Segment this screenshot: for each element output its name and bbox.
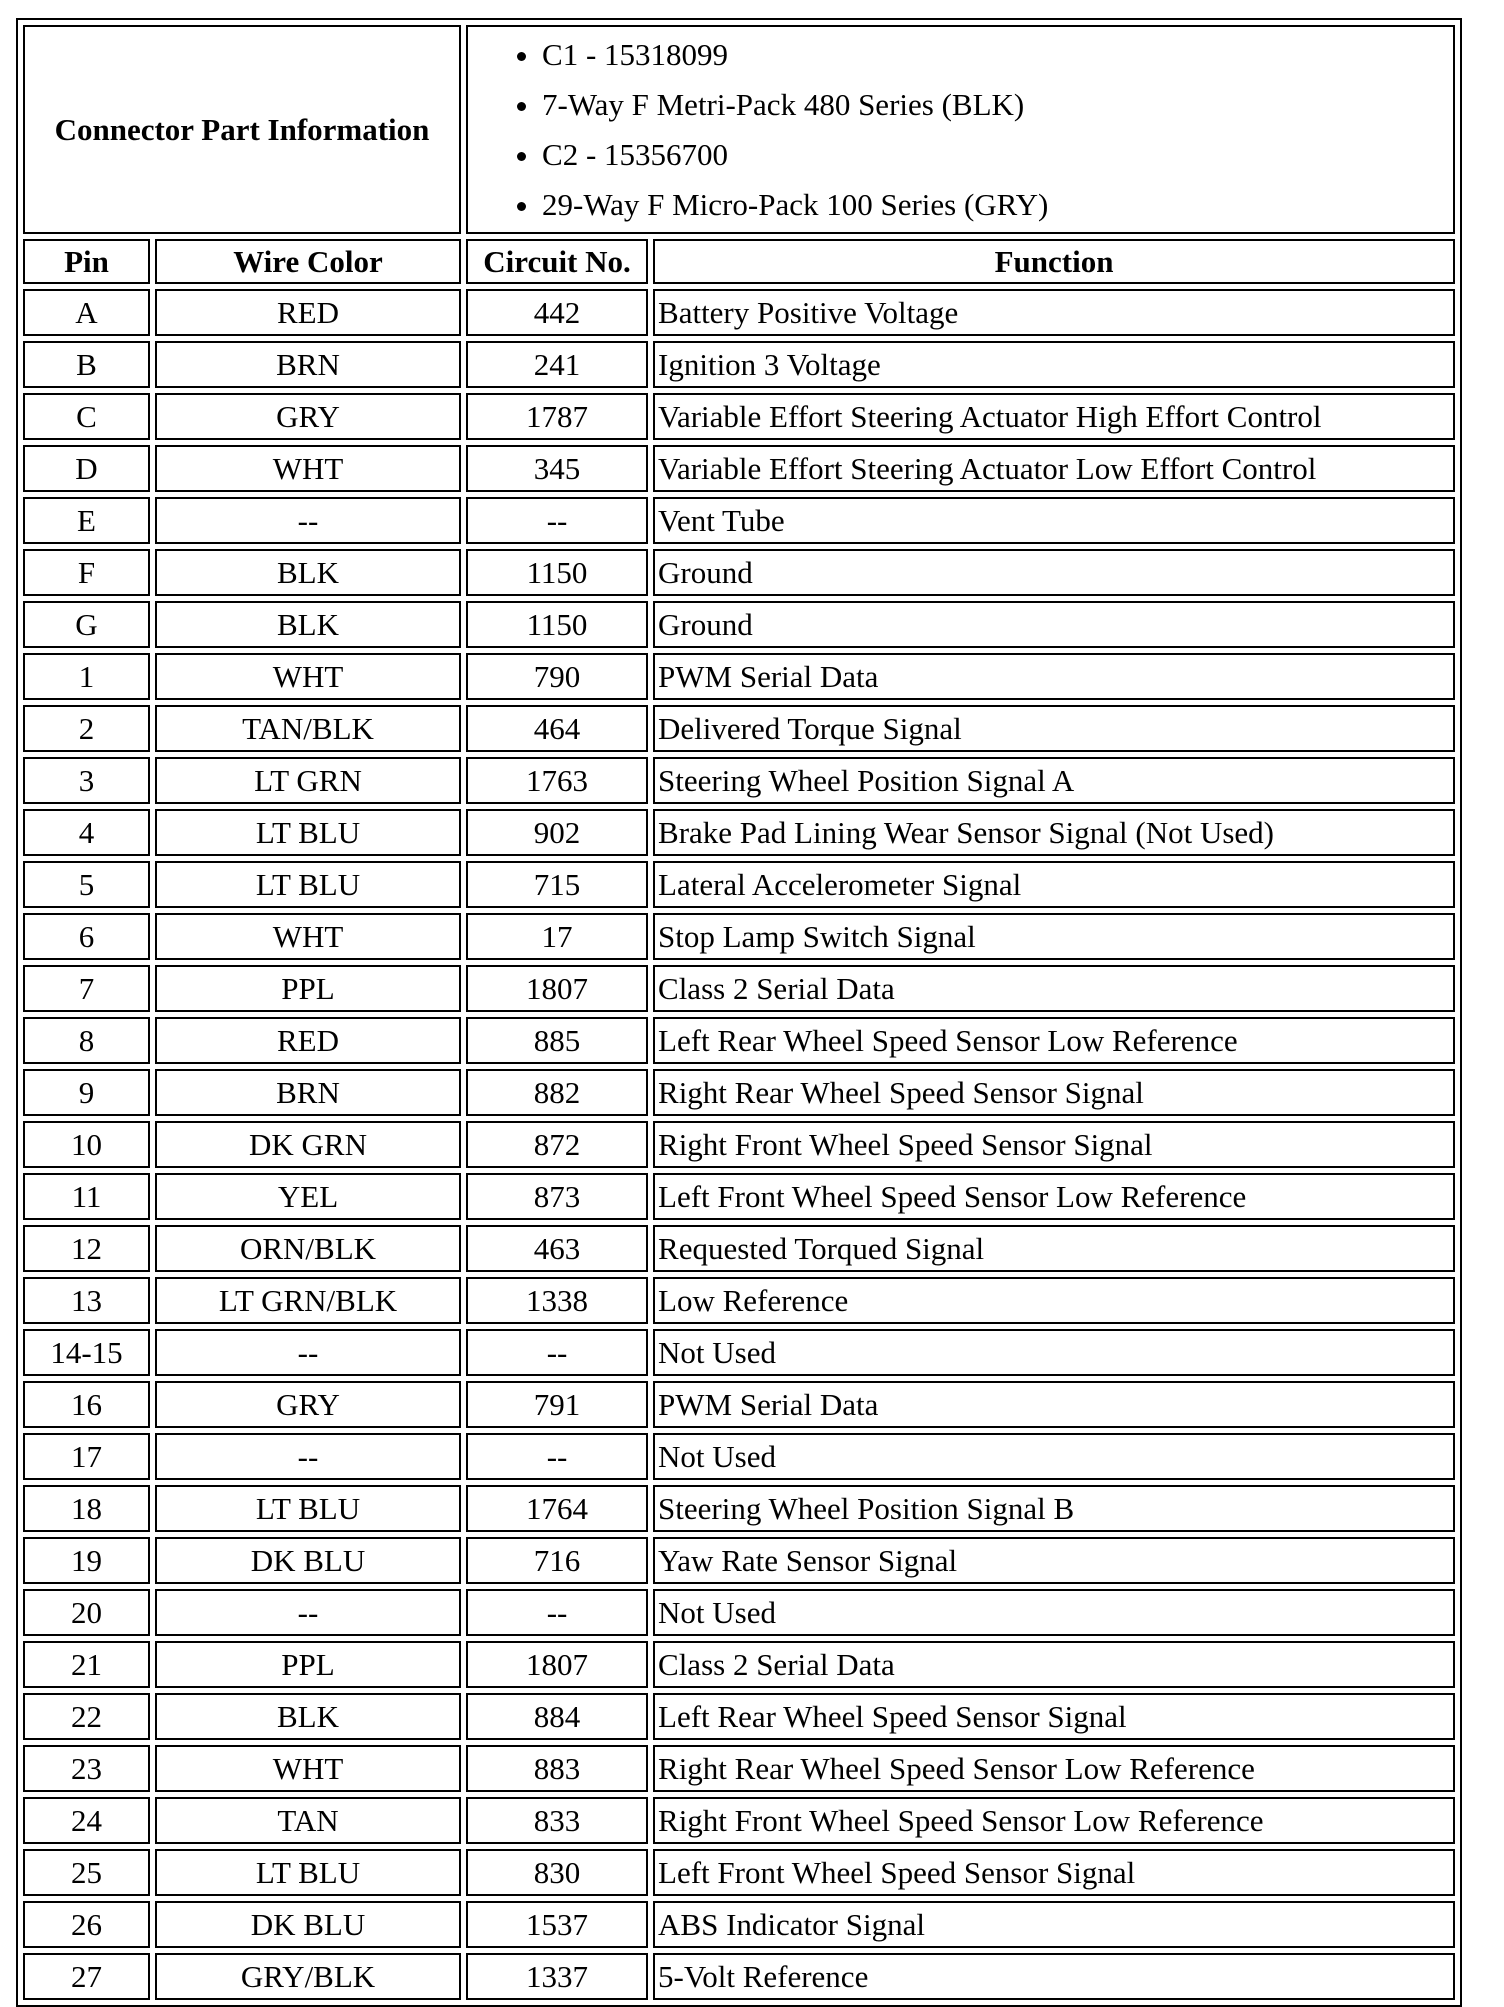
function-cell: Not Used [653, 1433, 1455, 1480]
wire-color-cell: BLK [155, 1693, 461, 1740]
wire-color-cell: RED [155, 289, 461, 336]
circuit-cell: 1337 [466, 1953, 648, 2000]
circuit-cell: -- [466, 497, 648, 544]
pin-cell: 1 [23, 653, 150, 700]
table-row [23, 341, 1455, 388]
pin-cell: 24 [23, 1797, 150, 1844]
connector-info-item: • C2 - 15356700 [542, 130, 1453, 180]
connector-info-label: Connector Part Information [23, 25, 461, 234]
wire-color-cell: -- [155, 497, 461, 544]
wire-color-cell: WHT [155, 653, 461, 700]
circuit-cell: 345 [466, 445, 648, 492]
wire-color-cell: GRY/BLK [155, 1953, 461, 2000]
circuit-cell: -- [466, 1433, 648, 1480]
circuit-cell: 241 [466, 341, 648, 388]
table-row [23, 965, 1455, 1012]
circuit-cell: 791 [466, 1381, 648, 1428]
function-cell: PWM Serial Data [653, 653, 1455, 700]
circuit-cell: 1150 [466, 549, 648, 596]
function-cell: Left Front Wheel Speed Sensor Signal [653, 1849, 1455, 1896]
table-row [23, 705, 1455, 752]
circuit-cell: 833 [466, 1797, 648, 1844]
function-cell: Variable Effort Steering Actuator Low Effort Control [653, 445, 1455, 492]
connector-document [16, 18, 1462, 2007]
function-cell: Stop Lamp Switch Signal [653, 913, 1455, 960]
table-row [23, 1797, 1455, 1844]
table-row [23, 1173, 1455, 1220]
circuit-cell: 464 [466, 705, 648, 752]
table-row [23, 757, 1455, 804]
wire-color-cell: LT BLU [155, 1485, 461, 1532]
circuit-cell: 1537 [466, 1901, 648, 1948]
pin-cell: F [23, 549, 150, 596]
circuit-cell: -- [466, 1589, 648, 1636]
table-row [23, 1381, 1455, 1428]
pin-cell: 19 [23, 1537, 150, 1584]
circuit-cell: 873 [466, 1173, 648, 1220]
table-row [23, 1277, 1455, 1324]
function-cell: Ground [653, 601, 1455, 648]
function-cell: Class 2 Serial Data [653, 965, 1455, 1012]
pin-cell: 23 [23, 1745, 150, 1792]
table-row [23, 861, 1455, 908]
pin-cell: 25 [23, 1849, 150, 1896]
wire-color-cell: WHT [155, 913, 461, 960]
function-cell: Brake Pad Lining Wear Sensor Signal (Not Used) [653, 809, 1455, 856]
circuit-cell: 885 [466, 1017, 648, 1064]
pin-cell: 9 [23, 1069, 150, 1116]
pin-cell: 8 [23, 1017, 150, 1064]
function-cell: Requested Torqued Signal [653, 1225, 1455, 1272]
wire-color-cell: LT BLU [155, 1849, 461, 1896]
function-cell: Right Rear Wheel Speed Sensor Low Reference [653, 1745, 1455, 1792]
pin-cell: 26 [23, 1901, 150, 1948]
table-row [23, 601, 1455, 648]
function-cell: Battery Positive Voltage [653, 289, 1455, 336]
pin-cell: 7 [23, 965, 150, 1012]
table-row [23, 1745, 1455, 1792]
pin-cell: D [23, 445, 150, 492]
function-cell: Left Rear Wheel Speed Sensor Low Reference [653, 1017, 1455, 1064]
pin-cell: 17 [23, 1433, 150, 1480]
header-circuit: Circuit No. [466, 239, 648, 284]
pin-cell: 11 [23, 1173, 150, 1220]
wire-color-cell: BLK [155, 549, 461, 596]
table-row [23, 1017, 1455, 1064]
circuit-cell: 715 [466, 861, 648, 908]
circuit-cell: 883 [466, 1745, 648, 1792]
pin-cell: 14-15 [23, 1329, 150, 1376]
table-row [23, 653, 1455, 700]
function-cell: Yaw Rate Sensor Signal [653, 1537, 1455, 1584]
pin-cell: 3 [23, 757, 150, 804]
table-row [23, 445, 1455, 492]
function-cell: Not Used [653, 1589, 1455, 1636]
circuit-cell: 830 [466, 1849, 648, 1896]
pin-cell: B [23, 341, 150, 388]
pin-cell: 16 [23, 1381, 150, 1428]
wire-color-cell: GRY [155, 1381, 461, 1428]
wire-color-cell: RED [155, 1017, 461, 1064]
function-cell: Ignition 3 Voltage [653, 341, 1455, 388]
table-row [23, 1069, 1455, 1116]
table-row [23, 393, 1455, 440]
connector-info-row [23, 25, 1455, 234]
wire-color-cell: DK BLU [155, 1901, 461, 1948]
wire-color-cell: -- [155, 1433, 461, 1480]
connector-info-item: • 7-Way F Metri-Pack 480 Series (BLK) [542, 80, 1453, 130]
pin-cell: 2 [23, 705, 150, 752]
wire-color-cell: DK GRN [155, 1121, 461, 1168]
function-cell: 5-Volt Reference [653, 1953, 1455, 2000]
table-row [23, 1485, 1455, 1532]
wire-color-cell: WHT [155, 1745, 461, 1792]
wire-color-cell: BLK [155, 601, 461, 648]
connector-info-item: • C1 - 15318099 [542, 30, 1453, 80]
function-cell: Steering Wheel Position Signal B [653, 1485, 1455, 1532]
circuit-cell: 1807 [466, 965, 648, 1012]
table-row [23, 1901, 1455, 1948]
wire-color-cell: LT BLU [155, 861, 461, 908]
function-cell: Right Front Wheel Speed Sensor Low Reference [653, 1797, 1455, 1844]
wire-color-cell: TAN/BLK [155, 705, 461, 752]
pin-cell: G [23, 601, 150, 648]
table-row [23, 1589, 1455, 1636]
table-row [23, 549, 1455, 596]
pin-cell: E [23, 497, 150, 544]
wire-color-cell: -- [155, 1329, 461, 1376]
circuit-cell: 790 [466, 653, 648, 700]
table-row [23, 1329, 1455, 1376]
circuit-cell: 1787 [466, 393, 648, 440]
function-cell: Left Front Wheel Speed Sensor Low Reference [653, 1173, 1455, 1220]
wire-color-cell: LT GRN/BLK [155, 1277, 461, 1324]
function-cell: Class 2 Serial Data [653, 1641, 1455, 1688]
circuit-cell: 1764 [466, 1485, 648, 1532]
header-function: Function [653, 239, 1455, 284]
function-cell: Low Reference [653, 1277, 1455, 1324]
wire-color-cell: LT BLU [155, 809, 461, 856]
pin-table [16, 18, 1462, 2007]
circuit-cell: 902 [466, 809, 648, 856]
wire-color-cell: GRY [155, 393, 461, 440]
function-cell: Right Front Wheel Speed Sensor Signal [653, 1121, 1455, 1168]
circuit-cell: 1338 [466, 1277, 648, 1324]
pin-cell: 4 [23, 809, 150, 856]
connector-info-item: • 29-Way F Micro-Pack 100 Series (GRY) [542, 180, 1453, 230]
table-row [23, 1849, 1455, 1896]
pin-cell: 21 [23, 1641, 150, 1688]
wire-color-cell: LT GRN [155, 757, 461, 804]
function-cell: Right Rear Wheel Speed Sensor Signal [653, 1069, 1455, 1116]
wire-color-cell: PPL [155, 965, 461, 1012]
pin-cell: 12 [23, 1225, 150, 1272]
circuit-cell: 463 [466, 1225, 648, 1272]
wire-color-cell: BRN [155, 341, 461, 388]
circuit-cell: 884 [466, 1693, 648, 1740]
circuit-cell: 872 [466, 1121, 648, 1168]
pin-cell: 5 [23, 861, 150, 908]
header-pin: Pin [23, 239, 150, 284]
function-cell: Not Used [653, 1329, 1455, 1376]
circuit-cell: 1150 [466, 601, 648, 648]
pin-cell: 18 [23, 1485, 150, 1532]
table-row [23, 497, 1455, 544]
header-wire-color: Wire Color [155, 239, 461, 284]
function-cell: ABS Indicator Signal [653, 1901, 1455, 1948]
function-cell: Vent Tube [653, 497, 1455, 544]
function-cell: PWM Serial Data [653, 1381, 1455, 1428]
circuit-cell: 716 [466, 1537, 648, 1584]
pin-cell: 27 [23, 1953, 150, 2000]
wire-color-cell: YEL [155, 1173, 461, 1220]
wire-color-cell: BRN [155, 1069, 461, 1116]
table-row [23, 1693, 1455, 1740]
pin-cell: 20 [23, 1589, 150, 1636]
connector-info-list [466, 25, 1455, 234]
circuit-cell: 1763 [466, 757, 648, 804]
pin-cell: 10 [23, 1121, 150, 1168]
circuit-cell: 1807 [466, 1641, 648, 1688]
circuit-cell: 442 [466, 289, 648, 336]
wire-color-cell: ORN/BLK [155, 1225, 461, 1272]
wire-color-cell: DK BLU [155, 1537, 461, 1584]
wire-color-cell: WHT [155, 445, 461, 492]
pin-cell: A [23, 289, 150, 336]
table-row [23, 1953, 1455, 2000]
pin-cell: 13 [23, 1277, 150, 1324]
circuit-cell: -- [466, 1329, 648, 1376]
wire-color-cell: -- [155, 1589, 461, 1636]
circuit-cell: 17 [466, 913, 648, 960]
circuit-cell: 882 [466, 1069, 648, 1116]
table-row [23, 1121, 1455, 1168]
pin-cell: 6 [23, 913, 150, 960]
function-cell: Delivered Torque Signal [653, 705, 1455, 752]
wire-color-cell: PPL [155, 1641, 461, 1688]
table-row [23, 913, 1455, 960]
table-row [23, 289, 1455, 336]
function-cell: Ground [653, 549, 1455, 596]
table-row [23, 809, 1455, 856]
table-row [23, 1225, 1455, 1272]
function-cell: Left Rear Wheel Speed Sensor Signal [653, 1693, 1455, 1740]
wire-color-cell: TAN [155, 1797, 461, 1844]
pin-cell: 22 [23, 1693, 150, 1740]
table-row [23, 1537, 1455, 1584]
header-row [23, 239, 1455, 284]
table-row [23, 1433, 1455, 1480]
function-cell: Lateral Accelerometer Signal [653, 861, 1455, 908]
table-row [23, 1641, 1455, 1688]
pin-cell: C [23, 393, 150, 440]
function-cell: Variable Effort Steering Actuator High Effort Control [653, 393, 1455, 440]
function-cell: Steering Wheel Position Signal A [653, 757, 1455, 804]
